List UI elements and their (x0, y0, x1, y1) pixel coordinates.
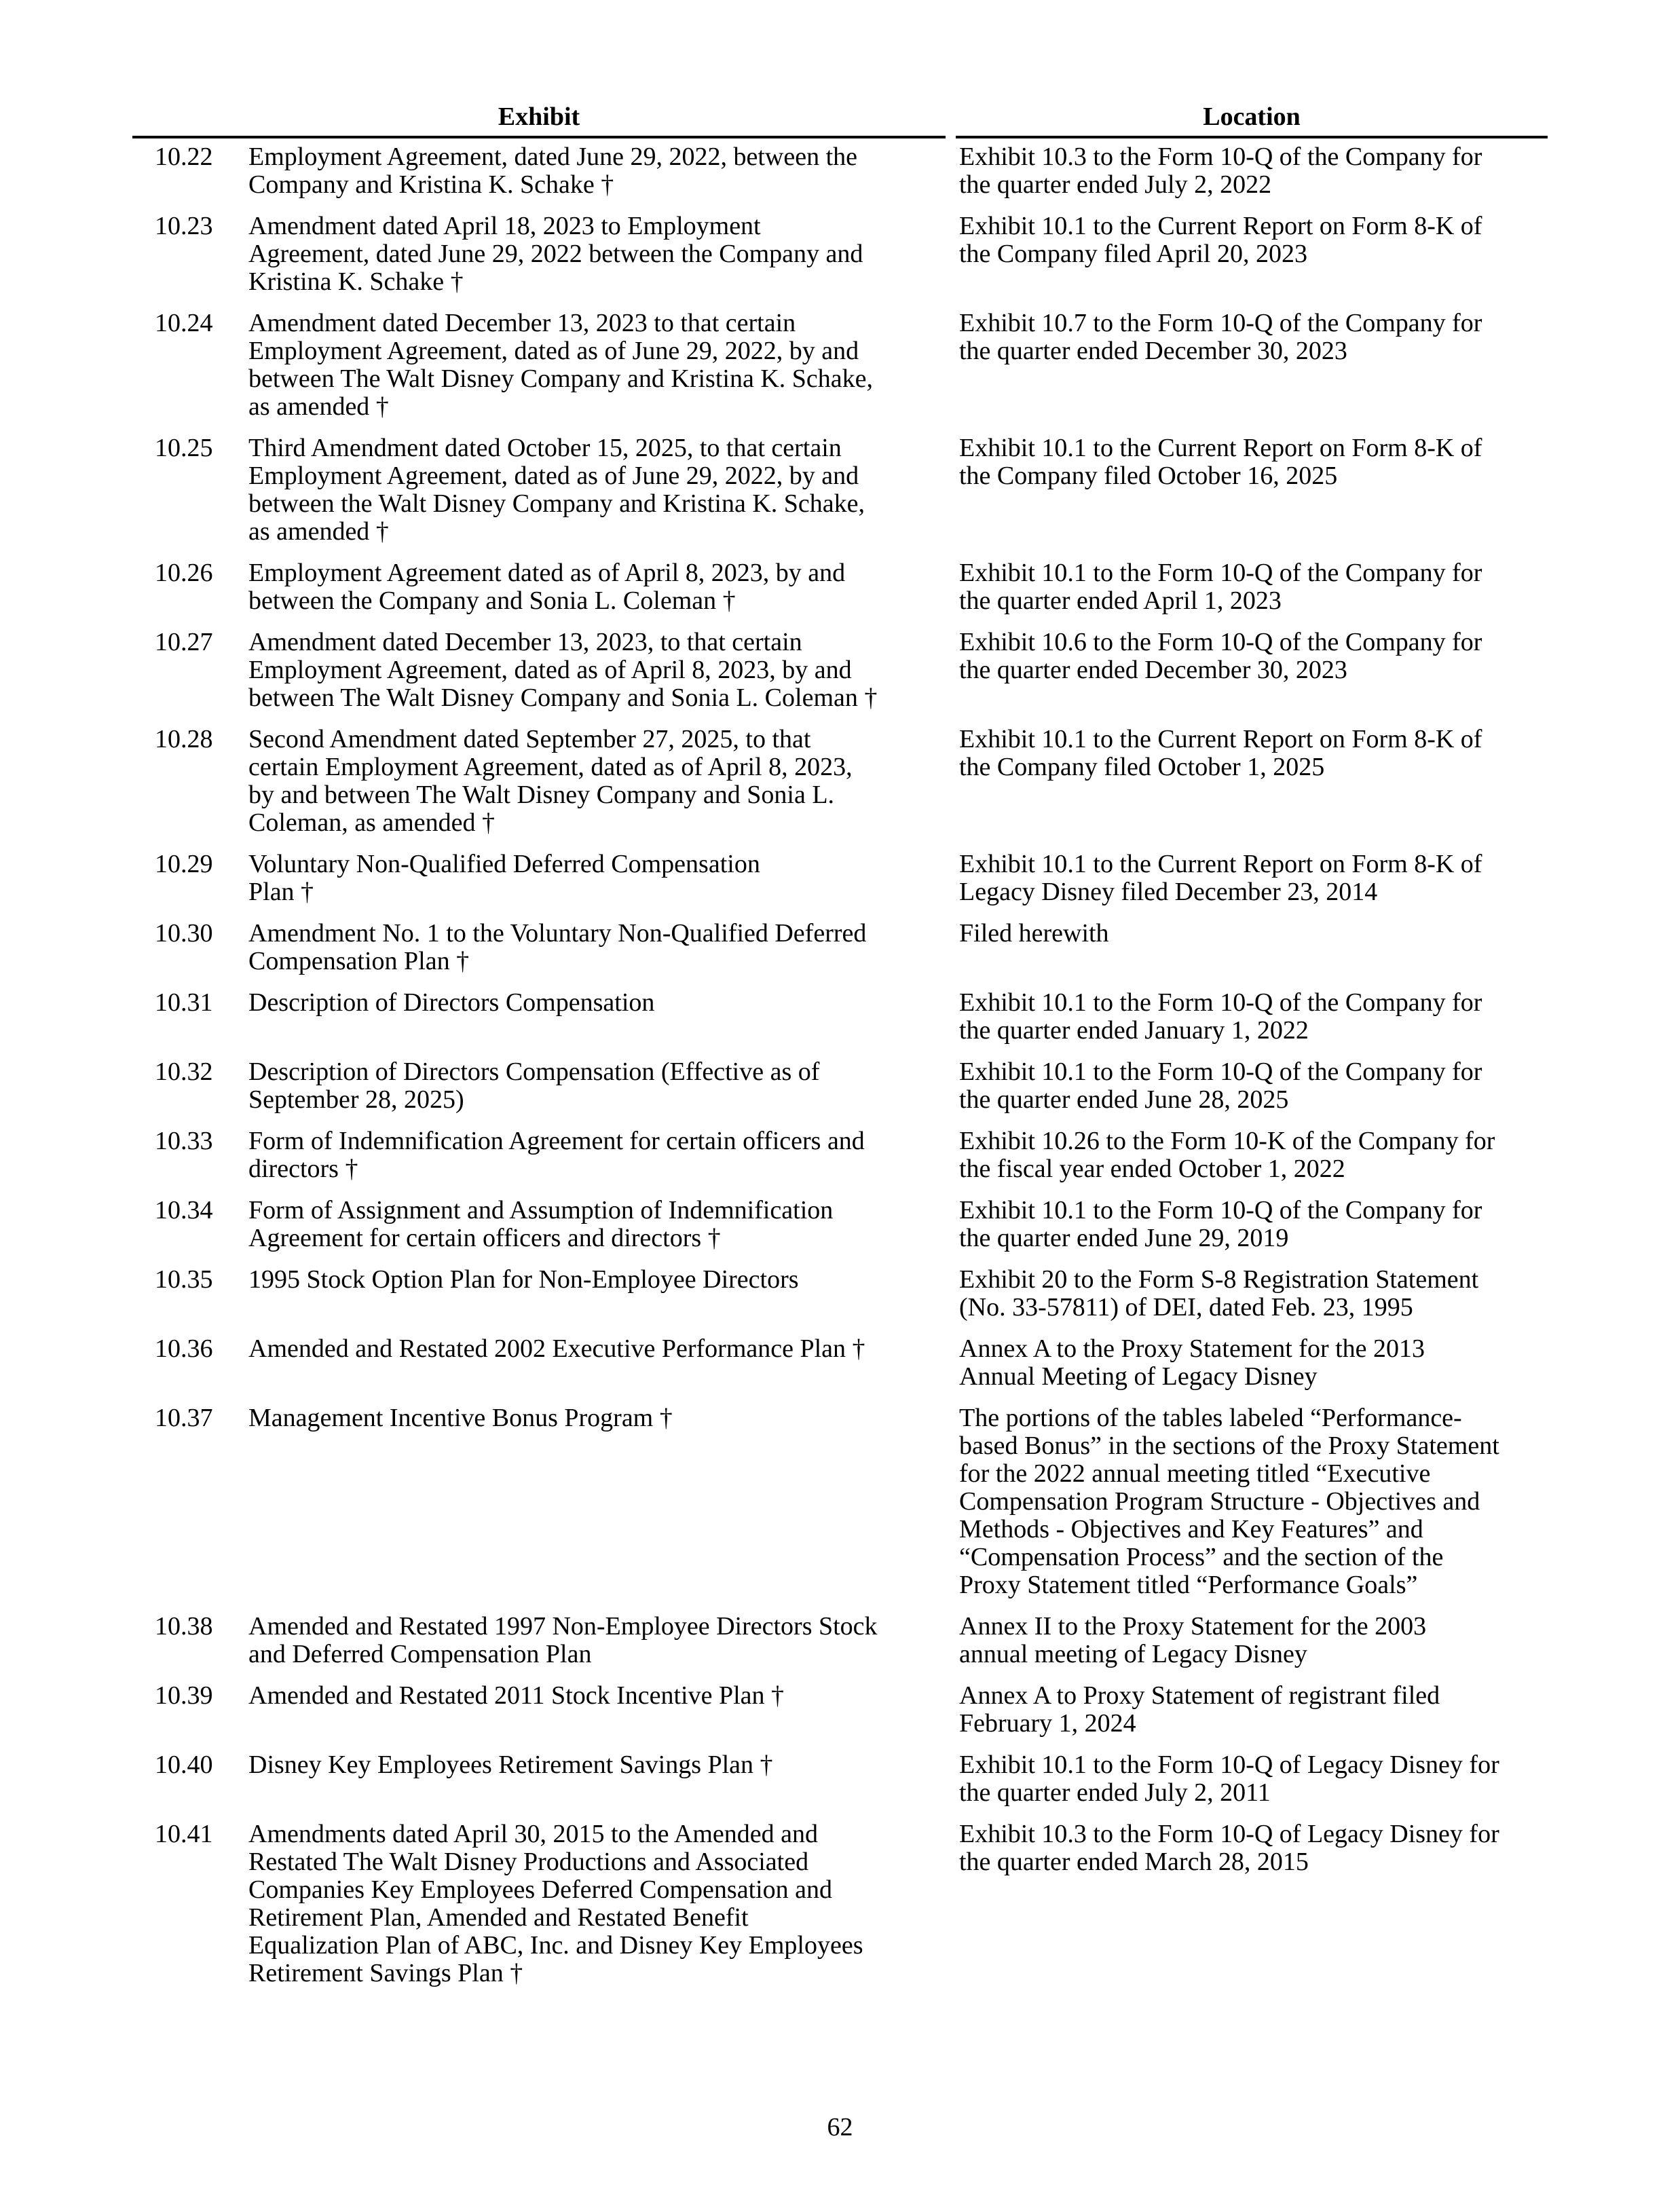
exhibit-number: 10.39 (155, 1681, 213, 1710)
exhibit-location: Exhibit 10.7 to the Form 10-Q of the Company for the quarter ended December 30, 2023 (959, 309, 1482, 365)
exhibit-number: 10.35 (155, 1265, 213, 1294)
table-row (0, 726, 1680, 850)
exhibit-number: 10.23 (155, 212, 213, 240)
table-row (0, 920, 1680, 989)
exhibit-description: Description of Directors Compensation (Effective as of September 28, 2025) (248, 1058, 820, 1114)
exhibit-location: Exhibit 10.1 to the Current Report on Form 8-K of the Company filed April 20, 2023 (959, 212, 1482, 268)
table-row (0, 1197, 1680, 1266)
exhibit-location: Exhibit 10.1 to the Form 10-Q of the Company for the quarter ended June 28, 2025 (959, 1058, 1482, 1114)
exhibit-number: 10.31 (155, 988, 213, 1017)
exhibit-number: 10.27 (155, 628, 213, 656)
table-row (0, 629, 1680, 726)
exhibit-description: Disney Key Employees Retirement Savings Plan † (248, 1751, 773, 1779)
table-row (0, 1682, 1680, 1751)
table-row (0, 212, 1680, 310)
exhibit-location: Annex II to the Proxy Statement for the 2003 annual meeting of Legacy Disney (959, 1612, 1427, 1668)
exhibit-description: Description of Directors Compensation (248, 988, 655, 1017)
table-row (0, 850, 1680, 920)
page-number: 62 (827, 2113, 853, 2141)
exhibit-description: Amendment No. 1 to the Voluntary Non-Qualified Deferred Compensation Plan † (248, 919, 867, 975)
exhibit-description: Second Amendment dated September 27, 2025, to that certain Employment Agreement, dated as of April 8, 2023, by and between The Walt Disney Company and Sonia L. Coleman, as amended † (248, 725, 853, 837)
table-row (0, 1127, 1680, 1197)
exhibit-number: 10.40 (155, 1751, 213, 1779)
exhibit-description: Amended and Restated 1997 Non-Employee Directors Stock and Deferred Compensation Plan (248, 1612, 878, 1668)
exhibit-description: Amendment dated April 18, 2023 to Employment Agreement, dated June 29, 2022 between the Company and Kristina K. Schake † (248, 212, 863, 296)
exhibit-location: Exhibit 10.1 to the Current Report on Form 8-K of the Company filed October 1, 2025 (959, 725, 1482, 781)
exhibit-header-rule (132, 136, 946, 138)
table-row (0, 1335, 1680, 1404)
exhibit-number: 10.29 (155, 850, 213, 878)
exhibit-location: Exhibit 10.1 to the Form 10-Q of the Company for the quarter ended April 1, 2023 (959, 559, 1482, 615)
exhibit-location: Exhibit 10.1 to the Form 10-Q of the Company for the quarter ended June 29, 2019 (959, 1196, 1482, 1252)
table-row (0, 1820, 1680, 2001)
exhibit-number: 10.36 (155, 1334, 213, 1363)
exhibit-number: 10.25 (155, 434, 213, 462)
exhibit-number: 10.28 (155, 725, 213, 753)
exhibit-number: 10.24 (155, 309, 213, 337)
exhibit-description: Form of Assignment and Assumption of Indemnification Agreement for certain officers and directors † (248, 1196, 834, 1252)
table-row (0, 1058, 1680, 1127)
exhibit-location: Exhibit 10.1 to the Form 10-Q of the Company for the quarter ended January 1, 2022 (959, 988, 1482, 1045)
exhibit-number: 10.37 (155, 1404, 213, 1432)
exhibit-column-header: Exhibit (498, 102, 580, 131)
exhibit-description: Employment Agreement dated as of April 8, 2023, by and between the Company and Sonia L. Coleman † (248, 559, 846, 615)
exhibit-description: Voluntary Non-Qualified Deferred Compensation Plan † (248, 850, 760, 906)
exhibit-table (0, 143, 1680, 2001)
table-row (0, 1613, 1680, 1682)
exhibit-number: 10.32 (155, 1058, 213, 1086)
exhibit-number: 10.41 (155, 1820, 213, 1848)
exhibit-description: Amendment dated December 13, 2023 to that certain Employment Agreement, dated as of June 29, 2022, by and between The Walt Disney Company and Kristina K. Schake, as amended † (248, 309, 873, 421)
location-header-rule (956, 136, 1548, 138)
exhibit-location: Filed herewith (959, 919, 1109, 948)
exhibit-description: Amendments dated April 30, 2015 to the Amended and Restated The Walt Disney Productions and Associated Companies Key Employees Deferred Compensation and Retirement Plan, Amended and Restated Benefit Equalization Plan of ABC, Inc. and Disney Key Employees Retirement Savings Plan † (248, 1820, 863, 1987)
exhibit-number: 10.38 (155, 1612, 213, 1641)
exhibit-location: Annex A to Proxy Statement of registrant filed February 1, 2024 (959, 1681, 1440, 1738)
exhibit-location: Exhibit 10.3 to the Form 10-Q of Legacy Disney for the quarter ended March 28, 2015 (959, 1820, 1499, 1876)
exhibit-number: 10.22 (155, 143, 213, 171)
exhibit-location: Exhibit 10.1 to the Current Report on Form 8-K of the Company filed October 16, 2025 (959, 434, 1482, 490)
exhibit-location: Exhibit 20 to the Form S-8 Registration Statement (No. 33-57811) of DEI, dated Feb. 23, 1995 (959, 1265, 1479, 1322)
exhibit-description: Amendment dated December 13, 2023, to that certain Employment Agreement, dated as of April 8, 2023, by and between The Walt Disney Company and Sonia L. Coleman † (248, 628, 878, 712)
location-column-header: Location (1203, 102, 1301, 131)
exhibit-number: 10.33 (155, 1127, 213, 1155)
exhibit-location: Exhibit 10.1 to the Current Report on Form 8-K of Legacy Disney filed December 23, 2014 (959, 850, 1482, 906)
table-row (0, 1751, 1680, 1820)
exhibit-location: Exhibit 10.26 to the Form 10-K of the Company for the fiscal year ended October 1, 2022 (959, 1127, 1495, 1183)
exhibit-description: Form of Indemnification Agreement for certain officers and directors † (248, 1127, 865, 1183)
table-row (0, 989, 1680, 1058)
exhibit-number: 10.30 (155, 919, 213, 948)
table-row (0, 559, 1680, 629)
table-row (0, 434, 1680, 559)
table-row (0, 1404, 1680, 1613)
exhibit-location: Annex A to the Proxy Statement for the 2013 Annual Meeting of Legacy Disney (959, 1334, 1425, 1391)
exhibit-location: Exhibit 10.6 to the Form 10-Q of the Company for the quarter ended December 30, 2023 (959, 628, 1482, 684)
exhibit-description: Third Amendment dated October 15, 2025, to that certain Employment Agreement, dated as of June 29, 2022, by and between the Walt Disney Company and Kristina K. Schake, as amended † (248, 434, 865, 546)
table-row (0, 143, 1680, 212)
table-row (0, 310, 1680, 434)
exhibit-description: Management Incentive Bonus Program † (248, 1404, 673, 1432)
exhibit-description: Amended and Restated 2011 Stock Incentive Plan † (248, 1681, 785, 1710)
exhibit-description: Amended and Restated 2002 Executive Performance Plan † (248, 1334, 865, 1363)
exhibit-location: The portions of the tables labeled “Performance- based Bonus” in the sections of the Proxy Statement for the 2022 annual meeting titled “Executive Compensation Program Structure - Objectives and Methods - Objectives and Key Features” and “Compensation Process” and the section of the Proxy Statement titled “Performance Goals” (959, 1404, 1499, 1599)
exhibit-number: 10.34 (155, 1196, 213, 1224)
exhibit-description: Employment Agreement, dated June 29, 2022, between the Company and Kristina K. Schake † (248, 143, 857, 199)
exhibit-location: Exhibit 10.3 to the Form 10-Q of the Company for the quarter ended July 2, 2022 (959, 143, 1482, 199)
exhibit-number: 10.26 (155, 559, 213, 587)
exhibit-description: 1995 Stock Option Plan for Non-Employee Directors (248, 1265, 799, 1294)
exhibit-location: Exhibit 10.1 to the Form 10-Q of Legacy Disney for the quarter ended July 2, 2011 (959, 1751, 1499, 1807)
table-row (0, 1266, 1680, 1335)
